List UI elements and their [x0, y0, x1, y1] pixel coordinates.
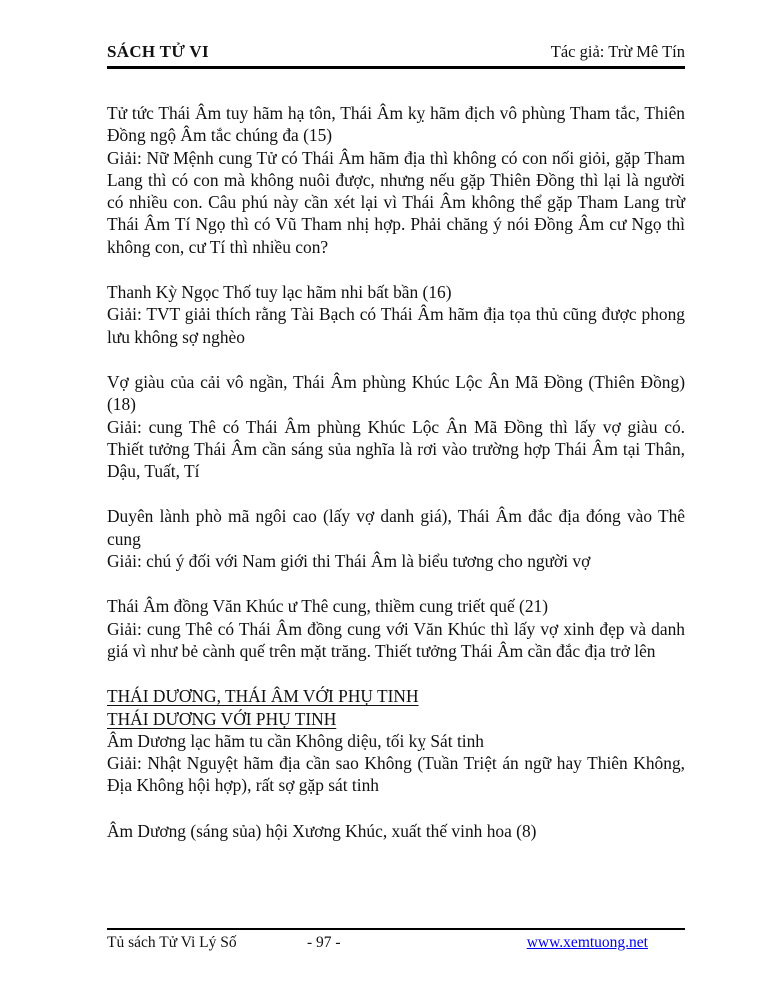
paragraph: Giải: cung Thê có Thái Âm phùng Khúc Lộc Ân Mã Đồng thì lấy vợ giàu có. Thiết tưởng Thái Âm cần sáng sủa nghĩa là rơi vào trường hợp Thái Âm tại Thân, Dậu, Tuất, Tí [107, 416, 685, 482]
paragraph: Giải: cung Thê có Thái Âm đồng cung với Văn Khúc thì lấy vợ xinh đẹp và danh giá vì như bẻ cành quế trên mặt trăng. Thiết tưởng Thái Âm cần đắc địa trở lên [107, 618, 685, 661]
book-title: SÁCH TỬ VI [107, 42, 209, 61]
paragraph: Giải: chú ý đối với Nam giới thi Thái Âm là biểu tương cho người vợ [107, 551, 591, 572]
page-header [107, 42, 685, 69]
paragraph: Tử tức Thái Âm tuy hãm hạ tôn, Thái Âm kỵ hãm địch vô phùng Tham tắc, Thiên Đồng ngộ Âm tắc chúng đa (15) [107, 103, 685, 146]
paragraph: Giải: TVT giải thích rằng Tài Bạch có Thái Âm hãm địa tọa thủ cũng được phong lưu không sợ nghèo [107, 304, 685, 347]
section-heading: THÁI DƯƠNG, THÁI ÂM VỚI PHỤ TINH [107, 686, 419, 707]
paragraph: Giải: Nhật Nguyệt hãm địa cần sao Không (Tuần Triệt án ngữ hay Thiên Không, Địa Không hội hợp), rất sợ gặp sát tinh [107, 753, 685, 796]
paragraph: Âm Dương lạc hãm tu cần Không diệu, tối kỵ Sát tinh [107, 730, 485, 751]
paragraph: Âm Dương (sáng sủa) hội Xương Khúc, xuất thế vinh hoa (8) [107, 820, 537, 841]
document-body [107, 102, 685, 842]
paragraph: Thanh Kỳ Ngọc Thố tuy lạc hãm nhi bất bần (16) [107, 282, 452, 303]
footer-series-title: Tủ sách Tử Vi Lý Số [107, 934, 237, 951]
author-credit: Tác giả: Trừ Mê Tín [550, 42, 685, 61]
paragraph: Giải: Nữ Mệnh cung Tử có Thái Âm hãm địa thì không có con nối giỏi, gặp Tham Lang thì có con mà không nuôi được, nhưng nếu gặp Thiên Đồng thì lại là người có nhiều con. Câu phú này cần xét lại vì Thái Âm không thể gặp Tham Lang trừ Thái Âm Tí Ngọ thì có Vũ Tham nhị hợp. Phải chăng ý nói Đồng Âm cư Ngọ thì không con, cư Tí thì nhiều con? [107, 147, 685, 257]
footer-website-link[interactable]: www.xemtuong.net [526, 934, 648, 951]
paragraph: Vợ giàu của cải vô ngần, Thái Âm phùng Khúc Lộc Ân Mã Đồng (Thiên Đồng) (18) [107, 371, 685, 415]
page-number: - 97 - [307, 934, 341, 951]
paragraph: Duyên lành phò mã ngôi cao (lấy vợ danh giá), Thái Âm đắc địa đóng vào Thê cung [107, 506, 685, 549]
paragraph: Thái Âm đồng Văn Khúc ư Thê cung, thiềm cung triết quế (21) [107, 596, 549, 617]
section-heading: THÁI DƯƠNG VỚI PHỤ TINH [107, 708, 337, 729]
page-footer [107, 928, 685, 964]
